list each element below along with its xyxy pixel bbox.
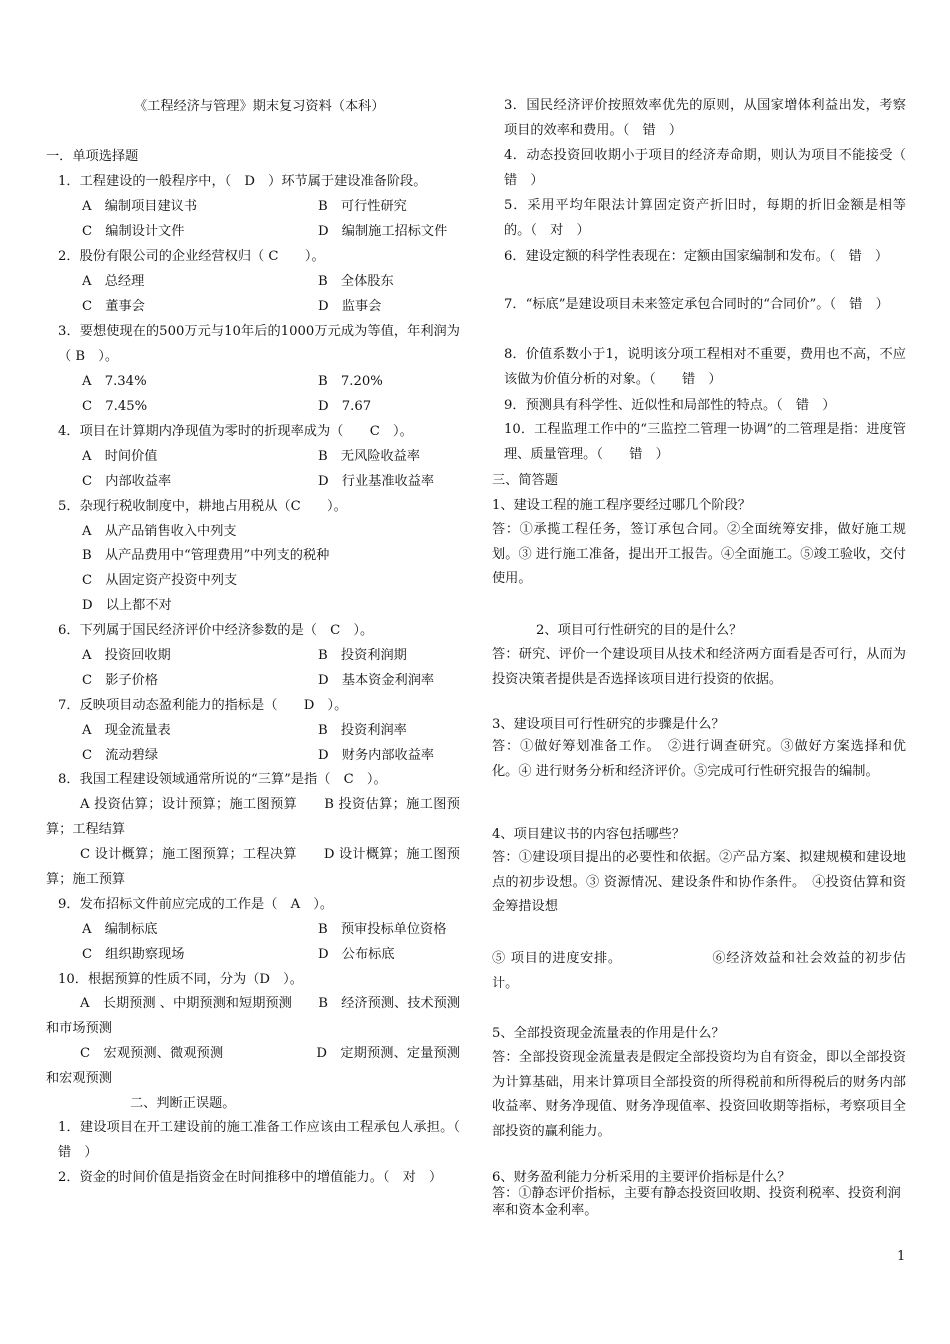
section3-heading: 三、简答题 (492, 473, 558, 488)
q4-option-a: A 时间价值 (82, 449, 158, 464)
qa1-answer: 答：①承揽工程任务，签订承包合同。②全面统筹安排，做好施工规划。③ 进行施工准备，提出开工报告。④全面施工。⑤竣工验收，交付使用。 (492, 522, 906, 587)
q9-stem: 9．发布招标文件前应完成的工作是（ A ）。 (58, 897, 334, 912)
q10-options-cd: C 宏观预测、微观预测 D 定期预测、定量预测和宏观预测 (46, 1046, 460, 1086)
qa6-answer: 答：①静态评价指标，主要有静态投资回收期、投资利税率、投资利润率和资本金利率。 (492, 1186, 901, 1218)
qa6-question: 6、财务盈利能力分析采用的主要评价指标是什么？ (492, 1170, 791, 1185)
judge-item-7: 7．“标底”是建设项目未来签定承包合同时的“合同价”。（ 错 ） (504, 297, 889, 312)
q3-option-b: B 7.20% (318, 374, 383, 389)
q9-option-a: A 编制标底 (82, 922, 158, 937)
qa4-answer-cont: ⑤ 项目的进度安排。 ⑥经济效益和社会效益的初步估计。 (492, 951, 906, 991)
qa1-question: 1、建设工程的施工程序要经过哪几个阶段？ (492, 498, 751, 513)
judge-item-4: 4．动态投资回收期小于项目的经济寿命期，则认为项目不能接受（ 错 ） (504, 148, 933, 188)
q10-stem: 10．根据预算的性质不同，分为（D ）。 (58, 972, 303, 987)
qa4-answer: 答：①建设项目提出的必要性和依据。②产品方案、拟建规模和建设地点的初步设想。③ 资源情况、建设条件和协作条件。 ④投资估算和资金筹措设想 (492, 850, 906, 915)
q1-option-d: D 编制施工招标文件 (318, 224, 448, 239)
q1-option-c: C 编制设计文件 (82, 224, 185, 239)
q6-option-c: C 影子价格 (82, 673, 159, 688)
q8-options-cd: C 设计概算；施工图预算；工程决算 D 设计概算；施工图预算；施工预算 (46, 847, 460, 887)
q5-stem: 5．杂现行税收制度中，耕地占用税从（C ）。 (58, 499, 347, 514)
q1-stem: 1．工程建设的一般程序中，（ D ）环节属于建设准备阶段。 (58, 174, 427, 189)
judge-item-8: 8．价值系数小于1，说明该分项工程相对不重要，费用也不高，不应该做为价值分析的对象。（ 错 ） (504, 347, 906, 387)
judge-item-2: 2．资金的时间价值是指资金在时间推移中的增值能力。（ 对 ） (58, 1170, 443, 1185)
qa3-answer: 答：①做好筹划准备工作。 ②进行调查研究。③做好方案选择和优化。④ 进行财务分析和经济评价。⑤完成可行性研究报告的编制。 (492, 739, 906, 779)
q3-option-a: A 7.34% (82, 374, 147, 389)
judge-item-6: 6．建设定额的科学性表现在：定额由国家编制和发布。（ 错 ） (504, 249, 889, 264)
page-number: 1 (897, 1249, 906, 1264)
q3-option-d: D 7.67 (318, 399, 372, 414)
q2-option-a: A 总经理 (82, 274, 145, 289)
qa2-answer: 答：研究、评价一个建设项目从技术和经济两方面看是否可行，从而为投资决策者提供是否选择该项目进行投资的依据。 (492, 647, 906, 687)
q6-stem: 6．下列属于国民经济评价中经济参数的是（ C ）。 (58, 623, 374, 638)
q4-option-c: C 内部收益率 (82, 474, 172, 489)
judge-item-5: 5．采用平均年限法计算固定资产折旧时，每期的折旧金额是相等的。（ 对 ） (504, 198, 906, 238)
q7-option-d: D 财务内部收益率 (318, 748, 435, 763)
qa2-question: 2、项目可行性研究的目的是什么？ (536, 623, 743, 638)
page-title: 《工程经济与管理》期末复习资料（本科） (134, 99, 385, 114)
q7-option-a: A 现金流量表 (82, 723, 171, 738)
q8-stem: 8．我国工程建设领域通常所说的“三算”是指（ C ）。 (58, 772, 387, 787)
q3-stem: 3．要想使现在的500万元与10年后的1000万元成为等值，年利润为（ B ）。 (58, 324, 460, 364)
q2-option-b: B 全体股东 (318, 274, 394, 289)
q6-option-b: B 投资利润期 (318, 648, 407, 663)
q3-option-c: C 7.45% (82, 399, 148, 414)
q1-option-b: B 可行性研究 (318, 199, 407, 214)
q2-option-d: D 监事会 (318, 299, 382, 314)
q4-option-b: B 无风险收益率 (318, 449, 421, 464)
q5-option-a: A 从产品销售收入中列支 (82, 524, 237, 539)
qa5-question: 5、全部投资现金流量表的作用是什么？ (492, 1026, 725, 1041)
q9-option-b: B 预审投标单位资格 (318, 922, 447, 937)
q5-option-d: D 以上都不对 (82, 598, 172, 613)
q7-option-c: C 流动碧绿 (82, 748, 159, 763)
q5-option-c: C 从固定资产投资中列支 (82, 573, 238, 588)
judge-item-1: 1．建设项目在开工建设前的施工准备工作应该由工程承包人承担。（ 错 ） (58, 1120, 474, 1160)
q6-option-d: D 基本资金利润率 (318, 673, 435, 688)
q10-options-ab: A 长期预测 、中期预测和短期预测 B 经济预测、技术预测和市场预测 (46, 996, 460, 1036)
q4-option-d: D 行业基准收益率 (318, 474, 435, 489)
judge-item-10: 10．工程监理工作中的“三监控二管理一协调”的二管理是指：进度管理、质量管理。（ 错 ） (504, 422, 906, 462)
qa4-question: 4、项目建议书的内容包括哪些？ (492, 827, 686, 842)
judge-item-9: 9．预测具有科学性、近似性和局部性的特点。（ 错 ） (504, 398, 836, 413)
qa5-answer: 答：全部投资现金流量表是假定全部投资均为自有资金，即以全部投资为计算基础，用来计算项目全部投资的所得税前和所得税后的财务内部收益率、财务净现值、财务净现值率、投资回收期等指标，考察项目全部投资的赢利能力。 (492, 1050, 906, 1139)
q9-option-c: C 组织勘察现场 (82, 947, 185, 962)
q2-option-c: C 董事会 (82, 299, 145, 314)
q4-stem: 4．项目在计算期内净现值为零时的折现率成为（ C ）。 (58, 424, 413, 439)
q2-stem: 2．股份有限公司的企业经营权归（ C ）。 (58, 249, 325, 264)
section1-heading: 一．单项选择题 (46, 149, 139, 164)
q5-option-b: B 从产品费用中“管理费用”中列支的税种 (82, 548, 330, 563)
q8-options-ab: A 投资估算；设计预算；施工图预算 B 投资估算；施工图预算；工程结算 (46, 797, 460, 837)
section2-heading: 二、判断正误题。 (130, 1096, 236, 1111)
q7-stem: 7．反映项目动态盈利能力的指标是（ D ）。 (58, 698, 348, 713)
q1-option-a: A 编制项目建议书 (82, 199, 198, 214)
q9-option-d: D 公布标底 (318, 947, 395, 962)
q7-option-b: B 投资利润率 (318, 723, 407, 738)
qa3-question: 3、建设项目可行性研究的步骤是什么？ (492, 717, 725, 732)
q6-option-a: A 投资回收期 (82, 648, 171, 663)
judge-item-3: 3．国民经济评价按照效率优先的原则，从国家增体利益出发，考察项目的效率和费用。（ 错 ） (504, 98, 906, 138)
